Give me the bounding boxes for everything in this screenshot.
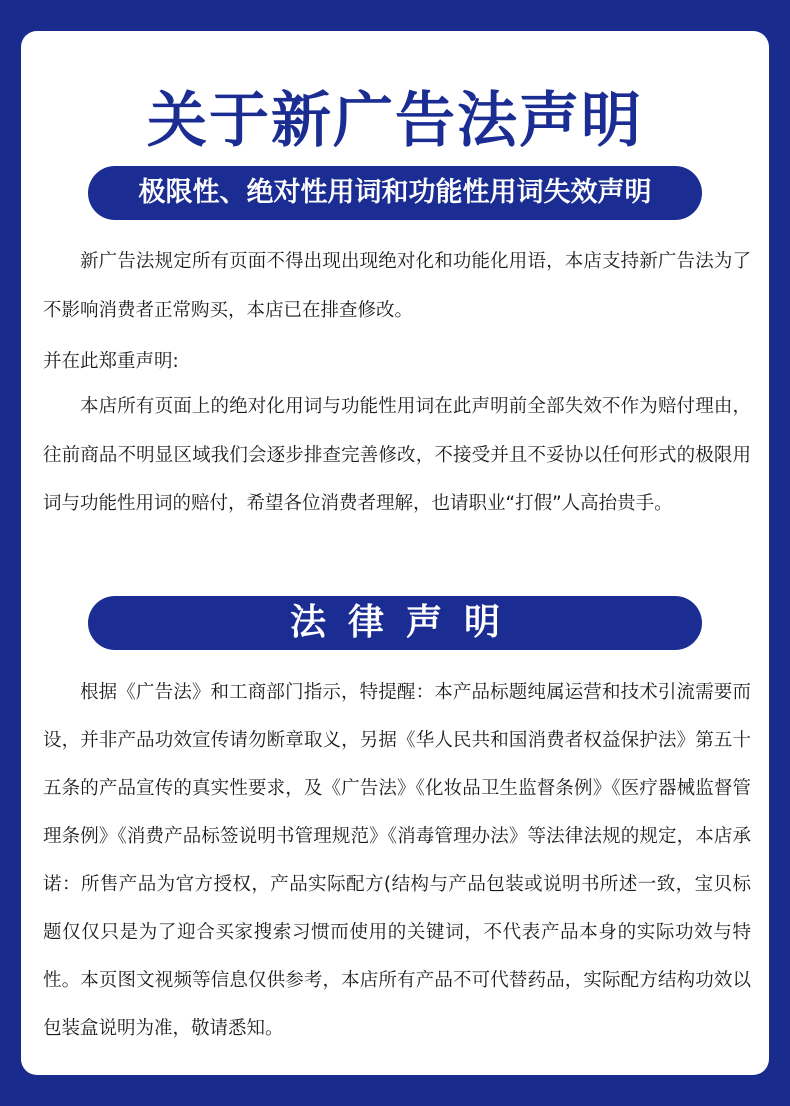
notice-card xyxy=(21,31,769,1075)
section-heading-disclaimer: 极限性、绝对性用词和功能性用词失效声明 xyxy=(88,166,702,220)
section-heading-legal: 法律声明 xyxy=(88,596,702,650)
disclaimer-paragraph-1: 新广告法规定所有页面不得出现出现绝对化和功能化用语，本店支持新广告法为了不影响消费者正常购买，本店已在排查修改。 xyxy=(43,251,751,321)
page-title: 关于新广告法声明 xyxy=(147,86,643,156)
disclaimer-paragraph-3: 本店所有页面上的绝对化用词与功能性用词在此声明前全部失效不作为赔付理由，往前商品不明显区域我们会逐步排查完善修改，不接受并且不妥协以任何形式的极限用词与功能性用词的赔付，希望各位消费者理解，也请职业“打假”人高抬贵手。 xyxy=(43,396,751,514)
disclaimer-paragraph-2: 并在此郑重声明: xyxy=(43,351,179,372)
legal-paragraph: 根据《广告法》和工商部门指示，特提醒：本产品标题纯属运营和技术引流需要而设，并非产品功效宣传请勿断章取义，另据《华人民共和国消费者权益保护法》第五十五条的产品宣传的真实性要求，及《广告法》《化妆品卫生监督条例》《医疗器械监督管理条例》《消费产品标签说明书管理规范》《消毒管理办法》等法律法规的规定，本店承诺：所售产品为官方授权，产品实际配方(结构与产品包装或说明书所述一致，宝贝标题仅仅只是为了迎合买家搜索习惯而使用的关键词，不代表产品本身的实际功效与特性。本页图文视频等信息仅供参考，本店所有产品不可代替药品，实际配方结构功效以包装盒说明为准，敬请悉知。 xyxy=(43,682,751,1039)
